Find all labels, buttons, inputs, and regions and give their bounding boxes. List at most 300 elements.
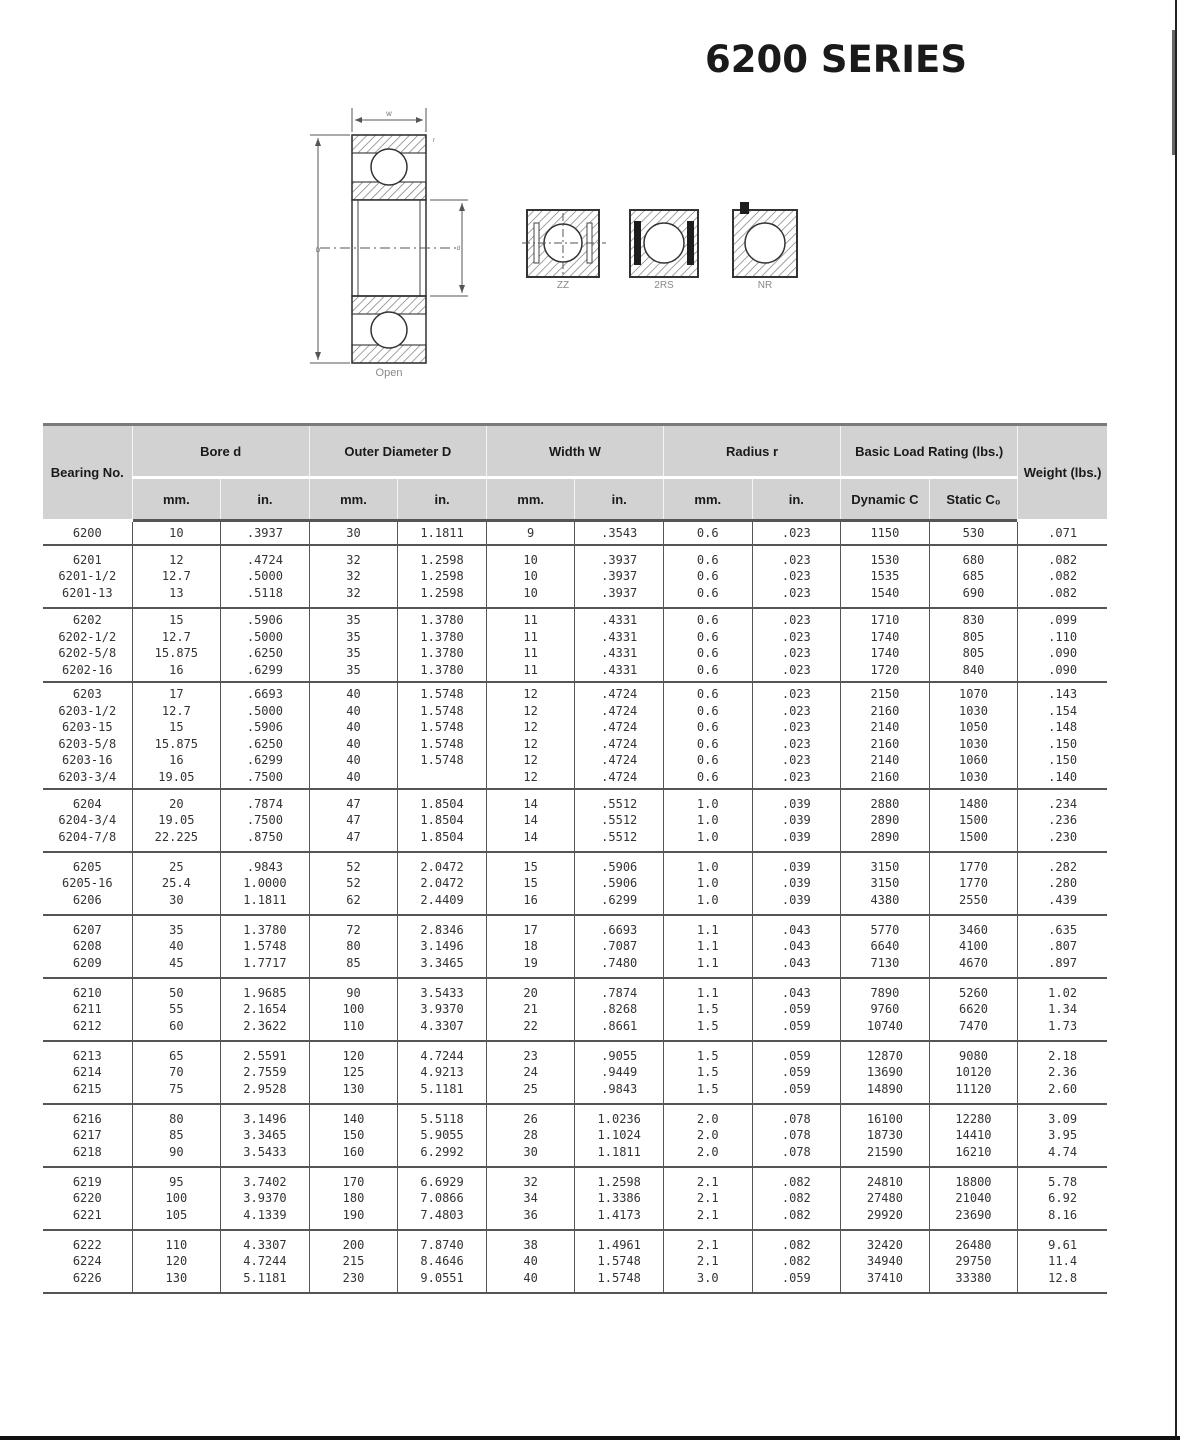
cell-value: 0.6 xyxy=(696,629,719,644)
cell-width-in xyxy=(575,1104,664,1167)
cell-value: 680 xyxy=(962,552,985,567)
cell-value: 6204 xyxy=(72,796,102,811)
cell-value: 6212 xyxy=(72,1018,102,1033)
cell-value: .043 xyxy=(781,922,811,937)
cell-weight xyxy=(1018,1230,1107,1293)
cell-outer-in xyxy=(398,1167,487,1230)
cell-value: 6204-7/8 xyxy=(58,829,117,844)
cell-value: 23690 xyxy=(955,1207,992,1222)
header-bearing-no: Bearing No. xyxy=(43,425,132,521)
table-row-group xyxy=(43,1104,1107,1167)
cell-value: 85 xyxy=(346,955,361,970)
cell-static-c xyxy=(929,978,1018,1041)
cell-value: 1.2598 xyxy=(420,585,464,600)
cell-value: 4.3307 xyxy=(243,1237,287,1252)
cell-bore-in xyxy=(221,682,310,789)
cell-value: .4724 xyxy=(601,769,638,784)
cell-value: .5512 xyxy=(601,829,638,844)
cell-value: 1.3780 xyxy=(243,922,287,937)
cell-value: 29920 xyxy=(866,1207,903,1222)
cell-value: .4331 xyxy=(601,646,638,660)
table-body xyxy=(43,521,1107,1294)
cell-value: 1.5748 xyxy=(420,703,464,718)
cell-value: 1.4173 xyxy=(597,1207,641,1222)
cell-outer-in xyxy=(398,978,487,1041)
cell-bore-mm xyxy=(132,1041,221,1104)
cell-value: 6211 xyxy=(72,1002,102,1017)
cell-value: 12870 xyxy=(866,1048,903,1063)
cell-value: 85 xyxy=(169,1128,184,1143)
cell-value: 5260 xyxy=(959,985,988,1000)
cell-value: 3.09 xyxy=(1048,1111,1078,1126)
cell-value: 14 xyxy=(523,813,538,828)
cell-value: .023 xyxy=(781,585,811,600)
cell-value: 20 xyxy=(169,796,184,811)
cell-value: 1.5 xyxy=(696,1065,719,1080)
cell-value: 15.875 xyxy=(154,736,199,751)
cell-value: 4100 xyxy=(959,939,988,954)
cell-value: 6203 xyxy=(72,687,102,701)
cell-value: 40 xyxy=(523,1254,538,1269)
cell-value: 2.9528 xyxy=(243,1081,287,1096)
cell-static-c xyxy=(929,1041,1018,1104)
cell-value: 9 xyxy=(527,525,535,540)
cell-value: .071 xyxy=(1048,525,1078,540)
cell-value: 6201-1/2 xyxy=(58,569,117,584)
cell-value: 1050 xyxy=(959,720,988,734)
cell-value: .7087 xyxy=(601,939,638,954)
cell-value: 120 xyxy=(165,1254,188,1269)
cell-value: 215 xyxy=(342,1254,365,1269)
cell-value: 1.73 xyxy=(1048,1018,1078,1033)
header-weight: Weight (lbs.) xyxy=(1018,425,1107,521)
cell-value: 1.7717 xyxy=(243,955,287,970)
cell-value: .023 xyxy=(781,613,811,627)
cell-dynamic-c xyxy=(841,789,930,852)
cell-value: 12 xyxy=(523,687,538,701)
cell-value: .023 xyxy=(781,662,811,677)
cell-value: 140 xyxy=(342,1111,365,1126)
header-radius-mm: mm. xyxy=(663,478,752,521)
cell-value: 2.4409 xyxy=(420,892,464,907)
cell-value: 170 xyxy=(342,1174,365,1189)
cell-value: 14 xyxy=(523,796,538,811)
cell-value: 6217 xyxy=(72,1128,102,1143)
cell-value: 6202-1/2 xyxy=(58,629,117,644)
cell-value: 2.3622 xyxy=(243,1018,287,1033)
cell-value: 1.0 xyxy=(696,829,719,844)
cell-value: .090 xyxy=(1048,646,1078,660)
cell-value: .8661 xyxy=(601,1018,638,1033)
cell-bearing-no xyxy=(43,682,132,789)
header-outer-diameter: Outer Diameter D xyxy=(309,425,486,478)
cell-value: .5118 xyxy=(246,585,283,600)
cell-static-c xyxy=(929,789,1018,852)
cell-value: 20 xyxy=(523,985,538,1000)
cell-value: 1530 xyxy=(870,552,900,567)
cell-outer-in xyxy=(398,915,487,978)
cell-value: 30 xyxy=(169,892,184,907)
cell-value: 3.7402 xyxy=(243,1174,287,1189)
cell-value: 100 xyxy=(342,1002,365,1017)
cell-width-in xyxy=(575,1041,664,1104)
cell-value: 60 xyxy=(169,1018,184,1033)
table-row-group xyxy=(43,1041,1107,1104)
cell-value: 11 xyxy=(523,646,538,660)
header-load-rating: Basic Load Rating (lbs.) xyxy=(841,425,1018,478)
cell-width-mm xyxy=(486,608,575,682)
cell-value: .043 xyxy=(781,955,811,970)
cell-value: 80 xyxy=(169,1111,184,1126)
cell-value: 72 xyxy=(346,922,361,937)
cell-value: 11120 xyxy=(955,1081,992,1096)
cell-value: 1.3780 xyxy=(420,662,464,677)
cell-radius-in xyxy=(752,789,841,852)
cell-value: 840 xyxy=(962,662,985,677)
cell-value: 40 xyxy=(346,703,361,718)
cell-width-in xyxy=(575,789,664,852)
cell-value: .143 xyxy=(1048,687,1078,701)
cell-value: 2160 xyxy=(870,736,900,751)
cell-value: 6221 xyxy=(72,1207,102,1222)
cell-value: .023 xyxy=(781,629,811,644)
cell-value: 120 xyxy=(342,1048,365,1063)
cell-value: 6201-13 xyxy=(62,585,113,600)
cell-value: 1.5748 xyxy=(597,1254,641,1269)
cell-value: 21 xyxy=(523,1002,538,1017)
cell-value: 10740 xyxy=(866,1018,903,1033)
cell-value: .5906 xyxy=(601,876,638,891)
cell-value: .7500 xyxy=(246,769,283,784)
cell-weight xyxy=(1018,1167,1107,1230)
cell-value: 19.05 xyxy=(158,769,195,784)
cell-value: 1.3780 xyxy=(420,646,464,660)
bearing-spec-table xyxy=(43,423,1107,1294)
cell-value: 40 xyxy=(346,736,361,751)
cell-bore-mm xyxy=(132,915,221,978)
cell-value: 2.0 xyxy=(696,1111,719,1126)
cell-value: 90 xyxy=(346,985,361,1000)
cell-outer-mm xyxy=(309,1041,398,1104)
page-right-tick xyxy=(1172,30,1175,155)
cell-value: 10 xyxy=(523,552,538,567)
cell-value: .3937 xyxy=(601,569,638,584)
cell-radius-in xyxy=(752,521,841,546)
cell-dynamic-c xyxy=(841,852,930,915)
cell-value: 7.8740 xyxy=(420,1237,464,1252)
cell-value: 1060 xyxy=(959,753,988,767)
cell-value: 6203-15 xyxy=(62,720,113,734)
cell-value: 16100 xyxy=(866,1111,903,1126)
cell-bore-in xyxy=(221,915,310,978)
header-outer-mm: mm. xyxy=(309,478,398,521)
cell-value: 80 xyxy=(346,939,361,954)
cell-value: 3.3465 xyxy=(420,955,464,970)
cell-value: 33380 xyxy=(955,1270,992,1285)
cell-value: .6250 xyxy=(246,646,283,660)
cell-width-in xyxy=(575,682,664,789)
cell-outer-mm xyxy=(309,978,398,1041)
cell-value: .039 xyxy=(781,796,811,811)
cell-width-mm xyxy=(486,915,575,978)
cell-weight xyxy=(1018,915,1107,978)
cell-value: .110 xyxy=(1048,629,1078,644)
cell-value xyxy=(398,769,486,786)
cell-value: 1500 xyxy=(959,829,988,844)
cell-value: 6.92 xyxy=(1048,1191,1078,1206)
page-title: 6200 SERIES xyxy=(705,38,967,81)
cell-value: .039 xyxy=(781,876,811,891)
cell-value: 1030 xyxy=(959,736,988,751)
cell-value: 1.1 xyxy=(696,955,719,970)
cell-value: 4670 xyxy=(959,955,988,970)
cell-radius-in xyxy=(752,852,841,915)
cell-outer-mm xyxy=(309,915,398,978)
cell-bore-in xyxy=(221,1041,310,1104)
cell-value: 2880 xyxy=(870,796,900,811)
cell-width-mm xyxy=(486,1041,575,1104)
cell-dynamic-c xyxy=(841,1041,930,1104)
cell-value: 52 xyxy=(346,876,361,891)
cell-bore-in xyxy=(221,1167,310,1230)
cell-width-in xyxy=(575,521,664,546)
cell-static-c xyxy=(929,608,1018,682)
cell-bore-in xyxy=(221,1230,310,1293)
cell-value: 1.0236 xyxy=(597,1111,641,1126)
table-row-group xyxy=(43,852,1107,915)
cell-bore-mm xyxy=(132,521,221,546)
cell-value: 1.3780 xyxy=(420,629,464,644)
cell-value: 6226 xyxy=(72,1270,102,1285)
cell-value: 150 xyxy=(342,1128,365,1143)
cell-bearing-no xyxy=(43,915,132,978)
cell-value: 3460 xyxy=(959,922,988,937)
cell-radius-mm xyxy=(663,915,752,978)
cell-value: .023 xyxy=(781,703,811,718)
cell-bore-mm xyxy=(132,682,221,789)
cell-value: 16 xyxy=(169,662,184,677)
cell-bearing-no xyxy=(43,521,132,546)
header-width-in: in. xyxy=(575,478,664,521)
cell-value: 4.9213 xyxy=(420,1065,464,1080)
cell-value: 2550 xyxy=(959,892,988,907)
table-row-group xyxy=(43,789,1107,852)
cell-value: .078 xyxy=(781,1111,811,1126)
cell-value: 62 xyxy=(346,892,361,907)
cell-value: .059 xyxy=(781,1018,811,1033)
cell-value: 10 xyxy=(169,525,184,540)
cell-value: 25 xyxy=(169,859,184,874)
cell-value: .059 xyxy=(781,1048,811,1063)
cell-value: 1.8504 xyxy=(420,796,464,811)
cell-value: 2890 xyxy=(870,829,900,844)
cell-value: 50 xyxy=(169,985,184,1000)
cell-value: 3.95 xyxy=(1048,1128,1078,1143)
header-width-mm: mm. xyxy=(486,478,575,521)
cell-value: 2.1654 xyxy=(243,1002,287,1017)
cell-value: .5000 xyxy=(246,703,283,718)
cell-value: 9080 xyxy=(959,1048,988,1063)
cell-value: 1.1 xyxy=(696,922,719,937)
cell-value: 6219 xyxy=(72,1174,102,1189)
cell-value: 2.36 xyxy=(1048,1065,1078,1080)
cell-value: 5770 xyxy=(870,922,900,937)
dim-label-w: W xyxy=(386,112,392,118)
cell-value: 15 xyxy=(523,876,538,891)
cell-value: 1.0 xyxy=(696,876,719,891)
cell-width-in xyxy=(575,545,664,608)
cell-value: 1.34 xyxy=(1048,1002,1078,1017)
cell-value: .4331 xyxy=(601,662,638,677)
cell-width-in xyxy=(575,978,664,1041)
cell-value: 5.78 xyxy=(1048,1174,1078,1189)
cell-value: .5512 xyxy=(601,796,638,811)
cell-value: 1.1024 xyxy=(597,1128,641,1143)
cell-value: 6209 xyxy=(72,955,102,970)
open-bearing-diagram xyxy=(300,100,490,385)
cell-value: 6208 xyxy=(72,939,102,954)
header-outer-in: in. xyxy=(398,478,487,521)
cell-value: 11.4 xyxy=(1048,1254,1078,1269)
cell-value: 1710 xyxy=(870,613,900,627)
cell-value: 3.5433 xyxy=(420,985,464,1000)
cell-value: 0.6 xyxy=(696,703,719,718)
cell-value: 1770 xyxy=(959,859,988,874)
cell-value: 40 xyxy=(346,769,361,784)
cell-value: 12 xyxy=(169,552,184,567)
cell-outer-mm xyxy=(309,521,398,546)
cell-radius-mm xyxy=(663,1104,752,1167)
cell-value: .090 xyxy=(1048,662,1078,677)
cell-width-in xyxy=(575,915,664,978)
cell-value: .3543 xyxy=(601,525,638,540)
cell-static-c xyxy=(929,1167,1018,1230)
cell-value: 12 xyxy=(523,703,538,718)
cell-value: 70 xyxy=(169,1065,184,1080)
cell-bore-in xyxy=(221,545,310,608)
cell-bore-mm xyxy=(132,608,221,682)
cell-value: 95 xyxy=(169,1174,184,1189)
cell-weight xyxy=(1018,1104,1107,1167)
header-width: Width W xyxy=(486,425,663,478)
cell-value: 12 xyxy=(523,769,538,784)
cell-value: 830 xyxy=(962,613,985,627)
cell-value: 11 xyxy=(523,629,538,644)
table-row-group xyxy=(43,682,1107,789)
cell-value: 1740 xyxy=(870,629,900,644)
cell-value: .043 xyxy=(781,985,811,1000)
cell-value: 110 xyxy=(342,1018,365,1033)
cell-value: .5906 xyxy=(601,859,638,874)
cell-value: .4724 xyxy=(601,720,638,734)
cell-value: 2150 xyxy=(870,687,900,701)
cell-radius-in xyxy=(752,1167,841,1230)
cell-value: 16 xyxy=(169,753,184,767)
cell-value: 2.1 xyxy=(696,1237,719,1252)
cell-value: 0.6 xyxy=(696,769,719,784)
cell-outer-in xyxy=(398,1104,487,1167)
cell-outer-in xyxy=(398,545,487,608)
cell-value: 11 xyxy=(523,662,538,677)
cell-value: 11 xyxy=(523,613,538,627)
cell-value: 17 xyxy=(169,687,184,701)
cell-value: .7500 xyxy=(246,813,283,828)
cell-radius-in xyxy=(752,1230,841,1293)
cell-dynamic-c xyxy=(841,1167,930,1230)
cell-bore-in xyxy=(221,521,310,546)
cell-value: 35 xyxy=(346,629,361,644)
cell-value: .039 xyxy=(781,813,811,828)
cell-value: 1150 xyxy=(870,525,900,540)
cell-value: 40 xyxy=(346,720,361,734)
page-right-border xyxy=(1175,0,1177,1440)
cell-value: 6200 xyxy=(72,525,102,540)
cell-value: .099 xyxy=(1048,613,1078,627)
cell-radius-in xyxy=(752,682,841,789)
cell-weight xyxy=(1018,682,1107,789)
cell-bore-mm xyxy=(132,789,221,852)
cell-value: 0.6 xyxy=(696,753,719,767)
cell-value: .3937 xyxy=(601,552,638,567)
cell-value: .6299 xyxy=(246,753,283,767)
cell-value: 32420 xyxy=(866,1237,903,1252)
cell-value: 6218 xyxy=(72,1144,102,1159)
cell-value: 19 xyxy=(523,955,538,970)
cell-radius-mm xyxy=(663,682,752,789)
cell-value: 3.9370 xyxy=(243,1191,287,1206)
cell-value: 110 xyxy=(165,1237,188,1252)
cell-value: 32 xyxy=(523,1174,538,1189)
cell-value: .282 xyxy=(1048,859,1078,874)
cell-value: .234 xyxy=(1048,796,1078,811)
table-row-group xyxy=(43,978,1107,1041)
cell-outer-mm xyxy=(309,852,398,915)
cell-radius-mm xyxy=(663,608,752,682)
cell-value: 0.6 xyxy=(696,720,719,734)
cell-value: .5906 xyxy=(246,720,283,734)
header-static: Static C₀ xyxy=(929,478,1018,521)
cell-value: 2.18 xyxy=(1048,1048,1078,1063)
cell-value: 3.0 xyxy=(696,1270,719,1285)
cell-bearing-no xyxy=(43,1230,132,1293)
cell-value: 3150 xyxy=(870,859,900,874)
cell-value: 0.6 xyxy=(696,613,719,627)
cell-value: 35 xyxy=(346,646,361,660)
cell-value: 35 xyxy=(346,662,361,677)
cell-value: 2.1 xyxy=(696,1191,719,1206)
cell-bore-mm xyxy=(132,1230,221,1293)
2rs-variant-diagram xyxy=(624,205,704,291)
cell-value: .9843 xyxy=(601,1081,638,1096)
cell-value: 6640 xyxy=(870,939,900,954)
cell-value: .023 xyxy=(781,769,811,784)
cell-value: 4380 xyxy=(870,892,900,907)
cell-radius-mm xyxy=(663,545,752,608)
cell-value: 1.8504 xyxy=(420,813,464,828)
cell-bore-mm xyxy=(132,978,221,1041)
dim-label-d-outer: D xyxy=(315,248,321,254)
cell-value: 130 xyxy=(165,1270,188,1285)
cell-outer-mm xyxy=(309,608,398,682)
cell-outer-mm xyxy=(309,1167,398,1230)
cell-value: .6693 xyxy=(246,687,283,701)
cell-bore-in xyxy=(221,852,310,915)
cell-bearing-no xyxy=(43,789,132,852)
cell-value: 40 xyxy=(169,939,184,954)
cell-value: 1740 xyxy=(870,646,900,660)
cell-static-c xyxy=(929,521,1018,546)
cell-value: 190 xyxy=(342,1207,365,1222)
